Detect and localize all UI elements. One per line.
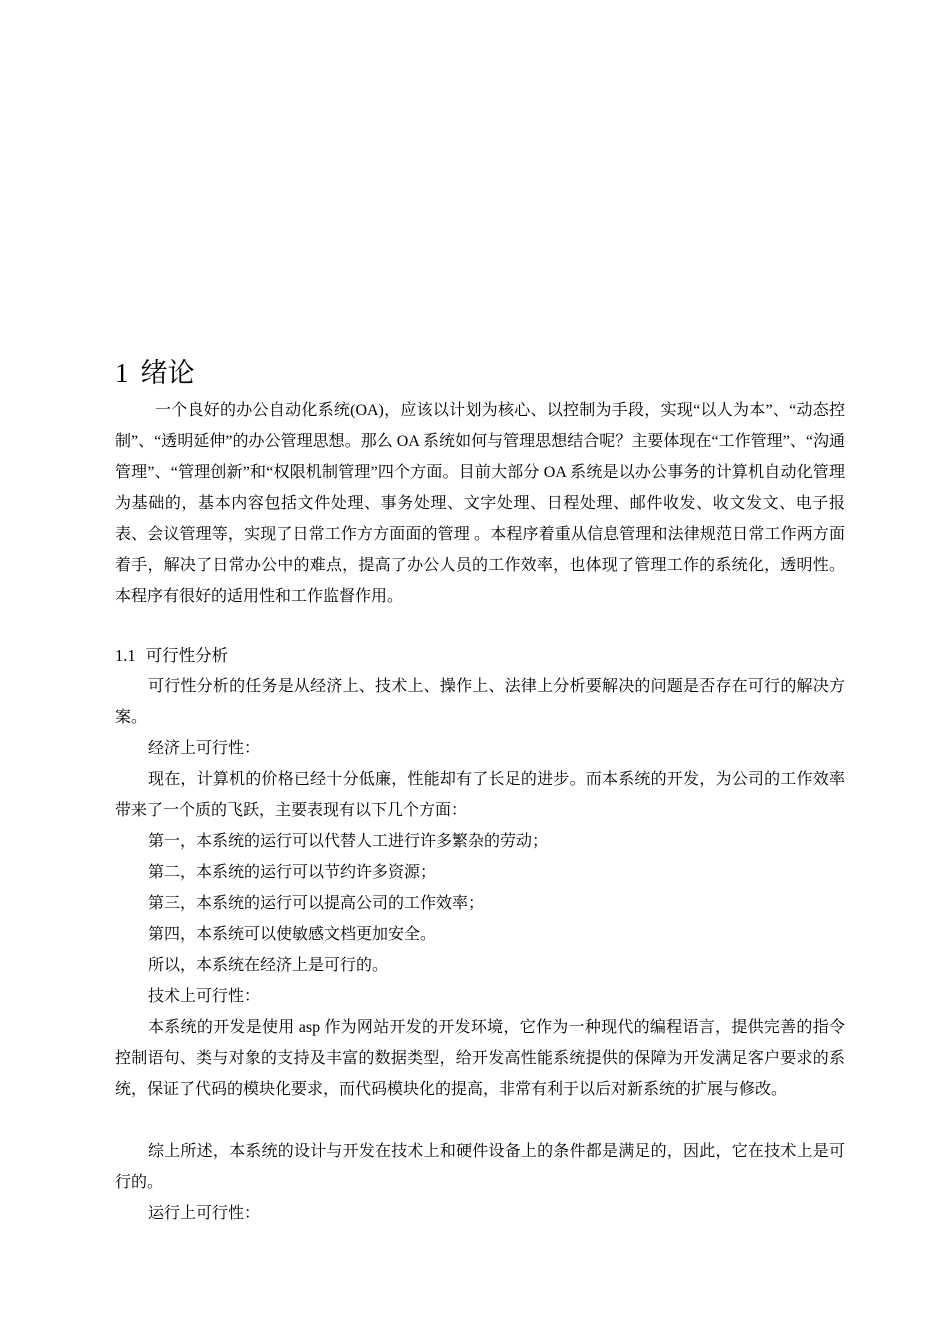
economic-point: 第一，本系统的运行可以代替人工进行许多繁杂的劳动；	[148, 833, 549, 850]
technical-conclusion-paragraph: 综上所述，本系统的设计与开发在技术上和硬件设备上的条件都是满足的，因此，它在技术上是可行的。	[115, 1143, 845, 1191]
intro-paragraph: 一个良好的办公自动化系统(OA)，应该以计划为核心、以控制为手段，实现“以人为本”、“动态控制”、“透明延伸”的办公管理思想。那么 OA 系统如何与管理思想结合呢？主要体现在“工作管理”、“沟通管理”、“管理创新”和“权限机制管理”四个方面。目前大部分 OA 系统是以办公事务的计算机自动化管理为基础的，基本内容包括文件处理、事务处理、文字处理、日程处理、邮件收发、收文发文、电子报表、会议管理等，实现了日常工作方方面面的管理 。本程序着重从信息管理和法律规范日常工作两方面着手，解决了日常办公中的难点，提高了办公人员的工作效率，也体现了管理工作的系统化，透明性。本程序有很好的适用性和工作监督作用。	[115, 402, 845, 605]
economic-body-paragraph: 现在，计算机的价格已经十分低廉，性能却有了长足的进步。而本系统的开发，为公司的工作效率带来了一个质的飞跃，主要表现有以下几个方面：	[115, 771, 845, 819]
chapter-heading	[115, 355, 195, 392]
section-number: 1.1	[115, 646, 136, 665]
section-heading	[115, 642, 228, 670]
section-title: 可行性分析	[145, 646, 229, 665]
technical-body-paragraph: 本系统的开发是使用 asp 作为网站开发的开发环境，它作为一种现代的编程语言，提供完善的指令控制语句、类与对象的支持及丰富的数据类型，给开发高性能系统提供的保障为开发满足客户要求的系统，保证了代码的模块化要求，而代码模块化的提高，非常有利于以后对新系统的扩展与修改。	[115, 1019, 845, 1098]
economic-conclusion: 所以，本系统在经济上是可行的。	[148, 957, 389, 974]
feasibility-intro-paragraph: 可行性分析的任务是从经济上、技术上、操作上、法律上分析要解决的问题是否存在可行的解决方案。	[115, 678, 845, 726]
chapter-title: 绪论	[140, 358, 195, 389]
economic-heading: 经济上可行性：	[148, 740, 261, 757]
economic-point: 第四，本系统可以使敏感文档更加安全。	[148, 926, 437, 943]
economic-point: 第三，本系统的运行可以提高公司的工作效率；	[148, 895, 485, 912]
chapter-number: 1	[115, 358, 129, 388]
economic-point: 第二，本系统的运行可以节约许多资源；	[148, 864, 437, 881]
operational-heading: 运行上可行性：	[148, 1205, 261, 1222]
technical-heading: 技术上可行性：	[148, 988, 261, 1005]
